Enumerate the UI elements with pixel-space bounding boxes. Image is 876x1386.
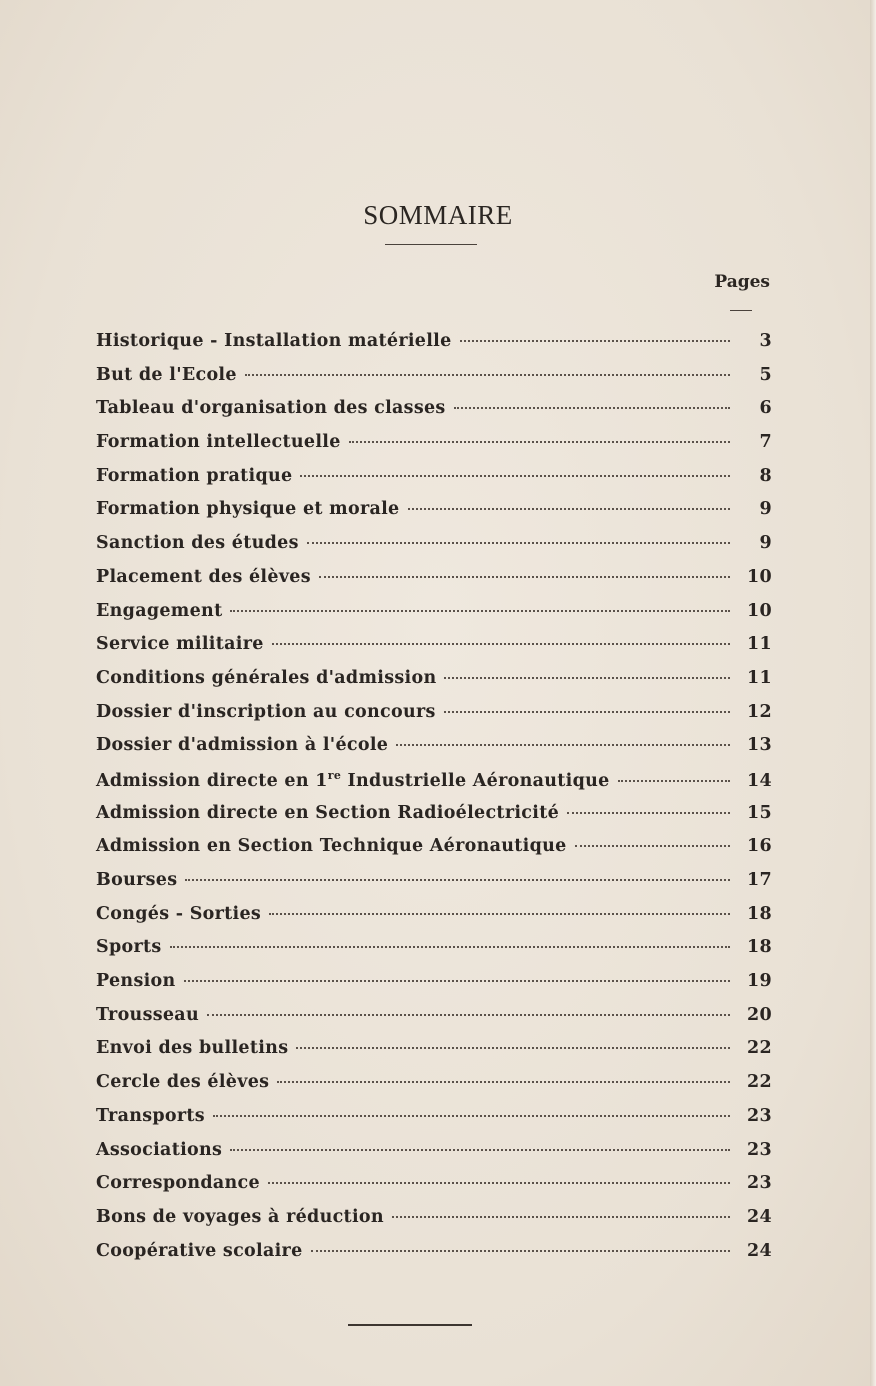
toc-entry-page: 18	[747, 903, 772, 924]
toc-entry	[96, 432, 772, 466]
toc-leader-dots	[319, 576, 730, 578]
toc-entry-page: 11	[747, 667, 772, 688]
toc-entry-page: 24	[747, 1206, 772, 1227]
toc-entry-page: 3	[759, 331, 772, 351]
toc-leader-dots	[307, 542, 730, 544]
toc-entry-title: Bourses	[96, 870, 178, 890]
toc-entry-title: Associations	[96, 1139, 223, 1160]
toc-leader-dots	[277, 1081, 730, 1083]
toc-leader-dots	[454, 407, 730, 409]
toc-leader-dots	[396, 744, 730, 746]
toc-leader-dots	[185, 879, 730, 881]
toc-entry-title: Transports	[96, 1105, 205, 1126]
toc-entry-title: Tableau d'organisation des classes	[96, 398, 446, 419]
toc-entry	[96, 1005, 772, 1039]
toc-entry-title: Correspondance	[96, 1173, 260, 1194]
toc-entry-page: 15	[747, 802, 772, 823]
toc-entry-page: 8	[759, 465, 772, 486]
toc-entry	[96, 803, 772, 837]
toc-entry-page: 7	[759, 432, 772, 453]
bottom-rule	[348, 1324, 472, 1326]
toc-entry-title: Coopérative scolaire	[96, 1240, 303, 1261]
toc-leader-dots	[311, 1250, 731, 1252]
toc-entry	[96, 601, 772, 635]
toc-entry	[96, 398, 772, 432]
toc-leader-dots	[184, 980, 730, 982]
toc-entry-title: Service militaire	[96, 634, 264, 655]
toc-entry-page: 22	[747, 1038, 772, 1059]
toc-entry-title: Bons de voyages à réduction	[96, 1206, 384, 1227]
page-title: SOMMAIRE	[363, 200, 513, 230]
toc-entry	[96, 769, 772, 803]
toc-entry-title: Admission en Section Technique Aéronautique	[96, 836, 567, 857]
toc-entry	[96, 331, 772, 365]
toc-leader-dots	[349, 441, 730, 443]
toc-entry-title: Dossier d'inscription au concours	[96, 701, 436, 722]
toc-leader-dots	[230, 610, 730, 612]
toc-leader-dots	[460, 340, 730, 342]
toc-entry-page: 23	[747, 1173, 772, 1194]
toc-entry-title: Historique - Installation matérielle	[96, 331, 452, 351]
toc-entry-page: 22	[747, 1072, 772, 1093]
toc-entry-title: Admission directe en Section Radioélectricité	[96, 802, 560, 823]
toc-entry-title: Engagement	[96, 600, 223, 621]
toc-entry-page: 19	[747, 971, 772, 992]
toc-entry	[96, 499, 772, 533]
toc-entry	[96, 1072, 772, 1106]
toc-entry-title: Sports	[96, 937, 162, 958]
toc-entry	[96, 533, 772, 567]
toc-entry-page: 10	[747, 566, 772, 587]
toc-leader-dots	[296, 1047, 730, 1049]
toc-leader-dots	[230, 1149, 730, 1151]
toc-entry-title: Placement des élèves	[96, 566, 311, 587]
toc-entry	[96, 1140, 772, 1174]
toc-leader-dots	[268, 1182, 730, 1184]
toc-entry-title: Formation intellectuelle	[96, 432, 341, 453]
toc-leader-dots	[567, 812, 730, 814]
toc-entry	[96, 1241, 772, 1275]
toc-leader-dots	[245, 374, 730, 376]
toc-entry-page: 9	[759, 499, 772, 520]
toc-entry-page: 13	[747, 735, 772, 756]
toc-entry-title: Congés - Sorties	[96, 903, 262, 924]
toc-leader-dots	[269, 913, 730, 915]
toc-entry-page: 23	[747, 1139, 772, 1160]
toc-entry-title: Formation pratique	[96, 465, 293, 486]
toc-entry-superscript: re	[327, 768, 342, 782]
toc-leader-dots	[170, 946, 730, 948]
toc-entry-title: Admission directe en 1re Industrielle Aéronautique	[96, 768, 610, 791]
toc-entry-page: 24	[747, 1240, 772, 1261]
toc-entry-title: Formation physique et morale	[96, 499, 400, 520]
toc-leader-dots	[618, 780, 730, 782]
toc-leader-dots	[300, 475, 730, 477]
toc-entry	[96, 634, 772, 668]
pages-column-header: Pages	[714, 272, 770, 292]
toc-leader-dots	[408, 508, 731, 510]
toc-entry-page: 5	[759, 364, 772, 385]
toc-entry	[96, 668, 772, 702]
toc-entry-title: Pension	[96, 971, 176, 992]
toc-entry	[96, 870, 772, 904]
toc-leader-dots	[444, 711, 730, 713]
toc-entry	[96, 1207, 772, 1241]
toc-entry-page: 10	[747, 600, 772, 621]
toc-leader-dots	[207, 1014, 730, 1016]
toc-entry	[96, 365, 772, 399]
toc-entry-page: 14	[747, 770, 772, 791]
toc-leader-dots	[575, 845, 730, 847]
toc-leader-dots	[213, 1115, 730, 1117]
toc-entry-page: 11	[747, 634, 772, 655]
toc-entry	[96, 1173, 772, 1207]
toc-entry-page: 6	[759, 398, 772, 419]
toc-entry	[96, 702, 772, 736]
toc-entry	[96, 1106, 772, 1140]
toc-leader-dots	[392, 1216, 730, 1218]
toc-entry	[96, 735, 772, 769]
toc-entry-title: Cercle des élèves	[96, 1072, 270, 1093]
table-of-contents	[96, 331, 772, 1274]
toc-entry	[96, 904, 772, 938]
toc-entry	[96, 466, 772, 500]
toc-entry-title: But de l'Ecole	[96, 364, 237, 385]
toc-entry	[96, 937, 772, 971]
toc-entry	[96, 1038, 772, 1072]
toc-entry	[96, 971, 772, 1005]
toc-entry-title: Trousseau	[96, 1004, 199, 1025]
title-underline	[385, 244, 477, 245]
toc-entry-title: Dossier d'admission à l'école	[96, 735, 389, 756]
toc-entry-title: Envoi des bulletins	[96, 1038, 289, 1059]
toc-entry-page: 12	[747, 701, 772, 722]
toc-entry-page: 17	[747, 870, 772, 890]
toc-entry	[96, 836, 772, 870]
toc-leader-dots	[444, 677, 730, 679]
toc-entry-page: 23	[747, 1105, 772, 1126]
toc-entry-title: Sanction des études	[96, 533, 299, 554]
toc-entry-title: Conditions générales d'admission	[96, 667, 437, 688]
toc-entry-page: 20	[747, 1004, 772, 1025]
pages-header-underline	[730, 310, 752, 311]
toc-entry-page: 18	[747, 937, 772, 958]
toc-entry	[96, 567, 772, 601]
toc-entry-page: 9	[759, 533, 772, 554]
toc-entry-page: 16	[747, 836, 772, 857]
toc-leader-dots	[272, 643, 730, 645]
